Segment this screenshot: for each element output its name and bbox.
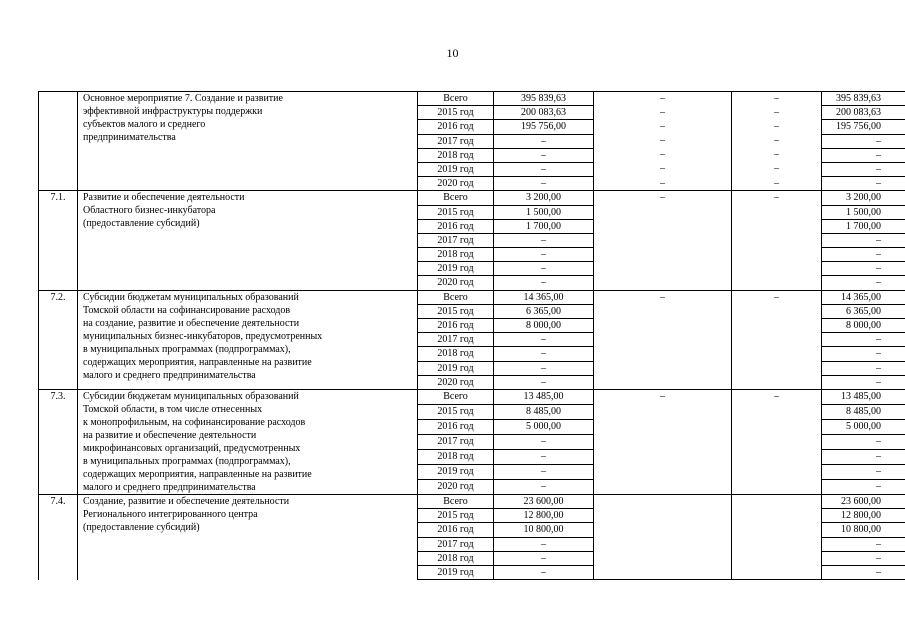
period-cell: 2015 год bbox=[418, 205, 494, 219]
federal-cell bbox=[594, 479, 732, 494]
regional-cell: – bbox=[822, 162, 905, 176]
period-cell: 2018 год bbox=[418, 449, 494, 464]
regional-cell: – bbox=[822, 177, 905, 191]
regional-cell: 5 000,00 bbox=[822, 419, 905, 434]
item-number: 7.3. bbox=[39, 389, 78, 494]
total-cell: – bbox=[494, 434, 594, 449]
description-line: Субсидии бюджетам муниципальных образований bbox=[83, 291, 299, 303]
local-cell bbox=[732, 494, 822, 508]
total-cell: – bbox=[494, 333, 594, 347]
federal-cell: – bbox=[594, 106, 732, 120]
total-cell: 5 000,00 bbox=[494, 419, 594, 434]
federal-cell bbox=[594, 233, 732, 247]
federal-cell bbox=[594, 304, 732, 318]
regional-cell: 23 600,00 bbox=[822, 494, 905, 508]
local-cell bbox=[732, 361, 822, 375]
regional-cell: 1 700,00 bbox=[822, 219, 905, 233]
regional-cell: 1 500,00 bbox=[822, 205, 905, 219]
local-cell: – bbox=[732, 92, 822, 106]
local-cell bbox=[732, 276, 822, 290]
item-description bbox=[78, 191, 418, 290]
period-cell: 2019 год bbox=[418, 464, 494, 479]
table-row bbox=[39, 389, 905, 404]
federal-cell bbox=[594, 565, 732, 579]
total-cell: – bbox=[494, 262, 594, 276]
regional-cell: – bbox=[822, 248, 905, 262]
description-line: микрофинансовых организаций, предусмотренных bbox=[83, 442, 301, 454]
description-line: на создание, развитие и обеспечение деятельности bbox=[83, 317, 300, 329]
description-line: Томской области, в том числе отнесенных bbox=[83, 403, 263, 415]
regional-cell: 14 365,00 bbox=[822, 290, 905, 304]
local-cell bbox=[732, 404, 822, 419]
local-cell: – bbox=[732, 134, 822, 148]
local-cell bbox=[732, 551, 822, 565]
regional-cell: – bbox=[822, 565, 905, 579]
table-row bbox=[39, 290, 905, 304]
total-cell: 8 485,00 bbox=[494, 404, 594, 419]
description-line: содержащих мероприятия, направленные на развитие bbox=[83, 468, 312, 480]
period-cell: 2018 год bbox=[418, 148, 494, 162]
item-description bbox=[78, 494, 418, 579]
description-line: муниципальных бизнес-инкубаторов, предусмотренных bbox=[83, 330, 323, 342]
local-cell bbox=[732, 319, 822, 333]
regional-cell: 395 839,63 bbox=[822, 92, 905, 106]
description-line: на развитие и обеспечение деятельности bbox=[83, 429, 257, 441]
federal-cell: – bbox=[594, 290, 732, 304]
total-cell: – bbox=[494, 449, 594, 464]
period-cell: 2017 год bbox=[418, 537, 494, 551]
total-cell: – bbox=[494, 148, 594, 162]
federal-cell bbox=[594, 319, 732, 333]
period-cell: Всего bbox=[418, 92, 494, 106]
regional-cell: 195 756,00 bbox=[822, 120, 905, 134]
regional-cell: 10 800,00 bbox=[822, 523, 905, 537]
federal-cell bbox=[594, 404, 732, 419]
description-line: предпринимательства bbox=[83, 132, 176, 143]
description-line: Основное мероприятие 7. Создание и развитие bbox=[83, 93, 283, 104]
regional-cell: – bbox=[822, 537, 905, 551]
regional-cell: – bbox=[822, 347, 905, 361]
period-cell: 2017 год bbox=[418, 233, 494, 247]
federal-cell bbox=[594, 219, 732, 233]
federal-cell bbox=[594, 262, 732, 276]
total-cell: – bbox=[494, 375, 594, 389]
federal-cell bbox=[594, 464, 732, 479]
total-cell: 10 800,00 bbox=[494, 523, 594, 537]
local-cell: – bbox=[732, 148, 822, 162]
regional-cell: – bbox=[822, 262, 905, 276]
local-cell bbox=[732, 479, 822, 494]
federal-cell: – bbox=[594, 148, 732, 162]
local-cell bbox=[732, 248, 822, 262]
regional-cell: – bbox=[822, 134, 905, 148]
description-line: в муниципальных программах (подпрограммах), bbox=[83, 343, 291, 355]
period-cell: 2015 год bbox=[418, 404, 494, 419]
local-cell: – bbox=[732, 162, 822, 176]
period-cell: 2017 год bbox=[418, 434, 494, 449]
federal-cell bbox=[594, 494, 732, 508]
period-cell: 2016 год bbox=[418, 419, 494, 434]
total-cell: 200 083,63 bbox=[494, 106, 594, 120]
period-cell: 2020 год bbox=[418, 375, 494, 389]
regional-cell: – bbox=[822, 276, 905, 290]
item-number: 7.2. bbox=[39, 290, 78, 389]
local-cell bbox=[732, 537, 822, 551]
table-row bbox=[39, 191, 905, 205]
page-number: 10 bbox=[446, 46, 459, 60]
table-row bbox=[39, 494, 905, 508]
regional-cell: 13 485,00 bbox=[822, 389, 905, 404]
description-line: содержащих мероприятия, направленные на развитие bbox=[83, 356, 312, 368]
regional-cell: – bbox=[822, 148, 905, 162]
local-cell bbox=[732, 262, 822, 276]
total-cell: 12 800,00 bbox=[494, 509, 594, 523]
total-cell: – bbox=[494, 464, 594, 479]
period-cell: 2015 год bbox=[418, 509, 494, 523]
federal-cell bbox=[594, 347, 732, 361]
local-cell bbox=[732, 304, 822, 318]
local-cell bbox=[732, 375, 822, 389]
description-line: Развитие и обеспечение деятельности bbox=[83, 192, 245, 204]
regional-cell: – bbox=[822, 551, 905, 565]
period-cell: 2018 год bbox=[418, 248, 494, 262]
total-cell: 23 600,00 bbox=[494, 494, 594, 508]
description-line: Томской области на софинансирование расходов bbox=[83, 304, 291, 316]
total-cell: – bbox=[494, 537, 594, 551]
total-cell: 14 365,00 bbox=[494, 290, 594, 304]
regional-cell: – bbox=[822, 464, 905, 479]
description-line: Создание, развитие и обеспечение деятельности bbox=[83, 495, 290, 507]
local-cell bbox=[732, 205, 822, 219]
federal-cell: – bbox=[594, 120, 732, 134]
local-cell bbox=[732, 449, 822, 464]
federal-cell bbox=[594, 537, 732, 551]
description-line: малого и среднего предпринимательства bbox=[83, 481, 256, 493]
total-cell: – bbox=[494, 347, 594, 361]
description-line: эффективной инфраструктуры поддержки bbox=[83, 106, 263, 117]
total-cell: 1 500,00 bbox=[494, 205, 594, 219]
regional-cell: 3 200,00 bbox=[822, 191, 905, 205]
federal-cell: – bbox=[594, 191, 732, 205]
period-cell: 2018 год bbox=[418, 347, 494, 361]
description-line: малого и среднего предпринимательства bbox=[83, 369, 256, 381]
period-cell: 2019 год bbox=[418, 162, 494, 176]
description-line: в муниципальных программах (подпрограммах), bbox=[83, 455, 291, 467]
federal-cell: – bbox=[594, 92, 732, 106]
regional-cell: – bbox=[822, 434, 905, 449]
federal-cell bbox=[594, 523, 732, 537]
total-cell: 1 700,00 bbox=[494, 219, 594, 233]
local-cell bbox=[732, 464, 822, 479]
local-cell bbox=[732, 419, 822, 434]
local-cell bbox=[732, 509, 822, 523]
federal-cell bbox=[594, 333, 732, 347]
local-cell bbox=[732, 219, 822, 233]
period-cell: 2017 год bbox=[418, 134, 494, 148]
local-cell: – bbox=[732, 389, 822, 404]
total-cell: – bbox=[494, 162, 594, 176]
period-cell: 2015 год bbox=[418, 304, 494, 318]
local-cell bbox=[732, 434, 822, 449]
item-description bbox=[78, 290, 418, 389]
period-cell: 2020 год bbox=[418, 276, 494, 290]
item-number: 7.4. bbox=[39, 494, 78, 579]
description-line: (предоставление субсидий) bbox=[83, 218, 200, 230]
total-cell: 395 839,63 bbox=[494, 92, 594, 106]
description-line: Регионального интегрированного центра bbox=[83, 508, 258, 520]
total-cell: – bbox=[494, 565, 594, 579]
period-cell: 2016 год bbox=[418, 219, 494, 233]
regional-cell: – bbox=[822, 361, 905, 375]
description-line: Областного бизнес-инкубатора bbox=[83, 205, 216, 217]
description-line: Субсидии бюджетам муниципальных образований bbox=[83, 390, 299, 402]
period-cell: 2018 год bbox=[418, 551, 494, 565]
period-cell: 2019 год bbox=[418, 361, 494, 375]
period-cell: 2019 год bbox=[418, 262, 494, 276]
period-cell: Всего bbox=[418, 494, 494, 508]
item-number bbox=[39, 92, 78, 191]
regional-cell: – bbox=[822, 479, 905, 494]
regional-cell: – bbox=[822, 233, 905, 247]
local-cell bbox=[732, 233, 822, 247]
table-row bbox=[39, 92, 905, 106]
total-cell: – bbox=[494, 361, 594, 375]
period-cell: 2016 год bbox=[418, 120, 494, 134]
total-cell: – bbox=[494, 177, 594, 191]
period-cell: 2017 год bbox=[418, 333, 494, 347]
regional-cell: 6 365,00 bbox=[822, 304, 905, 318]
local-cell bbox=[732, 333, 822, 347]
period-cell: 2015 год bbox=[418, 106, 494, 120]
federal-cell: – bbox=[594, 134, 732, 148]
total-cell: 13 485,00 bbox=[494, 389, 594, 404]
regional-cell: 8 000,00 bbox=[822, 319, 905, 333]
federal-cell: – bbox=[594, 177, 732, 191]
federal-cell bbox=[594, 449, 732, 464]
local-cell bbox=[732, 347, 822, 361]
description-line: к монопрофильным, на софинансирование расходов bbox=[83, 416, 306, 428]
item-description bbox=[78, 389, 418, 494]
item-description bbox=[78, 92, 418, 191]
table-body bbox=[39, 92, 905, 580]
period-cell: Всего bbox=[418, 191, 494, 205]
period-cell: 2019 год bbox=[418, 565, 494, 579]
federal-cell: – bbox=[594, 162, 732, 176]
description-line: (предоставление субсидий) bbox=[83, 521, 200, 533]
item-number: 7.1. bbox=[39, 191, 78, 290]
local-cell: – bbox=[732, 191, 822, 205]
federal-cell: – bbox=[594, 389, 732, 404]
total-cell: 195 756,00 bbox=[494, 120, 594, 134]
local-cell bbox=[732, 565, 822, 579]
description-line: субъектов малого и среднего bbox=[83, 119, 206, 130]
total-cell: – bbox=[494, 248, 594, 262]
total-cell: 3 200,00 bbox=[494, 191, 594, 205]
local-cell: – bbox=[732, 120, 822, 134]
period-cell: 2020 год bbox=[418, 479, 494, 494]
period-cell: 2016 год bbox=[418, 319, 494, 333]
local-cell bbox=[732, 523, 822, 537]
local-cell: – bbox=[732, 290, 822, 304]
local-cell: – bbox=[732, 106, 822, 120]
regional-cell: – bbox=[822, 449, 905, 464]
federal-cell bbox=[594, 419, 732, 434]
period-cell: 2020 год bbox=[418, 177, 494, 191]
federal-cell bbox=[594, 551, 732, 565]
federal-cell bbox=[594, 434, 732, 449]
regional-cell: – bbox=[822, 333, 905, 347]
federal-cell bbox=[594, 276, 732, 290]
period-cell: 2016 год bbox=[418, 523, 494, 537]
period-cell: Всего bbox=[418, 290, 494, 304]
federal-cell bbox=[594, 248, 732, 262]
federal-cell bbox=[594, 361, 732, 375]
regional-cell: 8 485,00 bbox=[822, 404, 905, 419]
total-cell: – bbox=[494, 134, 594, 148]
local-cell: – bbox=[732, 177, 822, 191]
total-cell: – bbox=[494, 551, 594, 565]
regional-cell: – bbox=[822, 375, 905, 389]
regional-cell: 12 800,00 bbox=[822, 509, 905, 523]
total-cell: 6 365,00 bbox=[494, 304, 594, 318]
regional-cell: 200 083,63 bbox=[822, 106, 905, 120]
total-cell: – bbox=[494, 276, 594, 290]
period-cell: Всего bbox=[418, 389, 494, 404]
budget-table bbox=[38, 91, 905, 580]
federal-cell bbox=[594, 375, 732, 389]
total-cell: 8 000,00 bbox=[494, 319, 594, 333]
federal-cell bbox=[594, 205, 732, 219]
total-cell: – bbox=[494, 233, 594, 247]
federal-cell bbox=[594, 509, 732, 523]
total-cell: – bbox=[494, 479, 594, 494]
